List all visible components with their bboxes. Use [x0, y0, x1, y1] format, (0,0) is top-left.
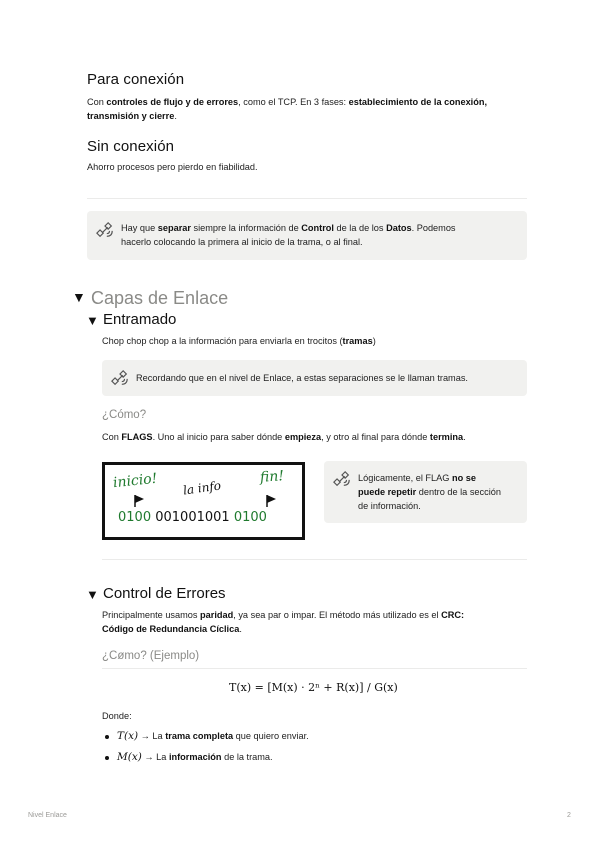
label-fin: fin! [259, 468, 285, 486]
text-span: de información. [358, 501, 421, 511]
list-item [105, 750, 273, 764]
heading-control-errores: Control de Errores [103, 585, 226, 602]
text-span: , y otro al final para dónde [321, 432, 430, 442]
text-span: . [239, 624, 242, 634]
toggle-entramado[interactable]: ▼ [86, 313, 99, 328]
satellite-icon [111, 369, 129, 387]
bold-span: no se [451, 473, 476, 483]
divider [102, 668, 527, 669]
text-span: hacerlo colocando la primera al inicio de la trama, o al final. [121, 237, 363, 247]
bold-span: Datos [386, 223, 412, 233]
bold-span: establecimiento de la conexión, [348, 97, 488, 107]
list-item [105, 729, 309, 743]
divider [102, 559, 527, 560]
text-span: . Podemos [411, 223, 456, 233]
callout-text [121, 221, 521, 249]
bits-line [118, 510, 267, 525]
label-inicio: inicio! [112, 470, 159, 492]
paragraph-control [102, 608, 527, 636]
bold-span: termina [429, 432, 464, 442]
text-span: , como el TCP. En 3 fases: [238, 97, 349, 107]
label-la-info: la info [182, 478, 222, 498]
satellite-icon [333, 470, 351, 488]
heading-entramado: Entramado [103, 311, 177, 328]
page-number: 2 [567, 812, 571, 819]
bold-span: paridad [200, 610, 234, 620]
bold-span: puede repetir [358, 487, 417, 497]
callout-separar [87, 211, 527, 260]
bits-start: 0100 [118, 510, 152, 525]
bold-span: trama completa [165, 731, 234, 741]
math-span: M(x) [117, 751, 142, 763]
bullet-dot [105, 735, 109, 739]
paragraph-entramado [102, 334, 376, 348]
text-span: Hay que [121, 223, 158, 233]
callout-text: Recordando que en el nivel de Enlace, a estas separaciones se le llaman tramas. [136, 373, 468, 383]
paragraph-conexion [87, 95, 527, 123]
text-span: Chop chop chop a la información para enviarla en trocitos ( [102, 336, 343, 346]
frame-flags-image [102, 462, 305, 540]
paragraph-como [102, 430, 466, 444]
text-span: de la trama. [221, 752, 273, 762]
heading-como: ¿Cómo? [102, 409, 147, 421]
divider [87, 198, 527, 199]
toggle-capas[interactable]: ▼ [72, 289, 86, 305]
text-span: → La [141, 752, 169, 762]
heading-ejemplo: ¿Cømo? (Ejemplo) [102, 650, 200, 662]
text-span: de la de los [333, 223, 387, 233]
label-donde: Donde: [102, 711, 132, 721]
bold-span: separar [157, 223, 191, 233]
text-span: que quiero enviar. [233, 731, 309, 741]
bold-span: Control [301, 223, 334, 233]
footer-title: Nivel Enlace [28, 812, 67, 819]
text-span: . Uno al inicio para saber dónde [152, 432, 285, 442]
text-span: . [174, 111, 177, 121]
bits-end: 0100 [233, 510, 267, 525]
heading-capas-de-enlace: Capas de Enlace [91, 288, 229, 308]
bold-span: FLAGS [121, 432, 153, 442]
paragraph-sin-conexion: Ahorro procesos pero pierdo en fiabilidad. [87, 162, 258, 172]
text-span: Lógicamente, el FLAG [358, 473, 452, 483]
bold-span: tramas [342, 336, 373, 346]
text-span: dentro de la sección [416, 487, 501, 497]
bold-span: transmisión y cierre [87, 111, 175, 121]
math-span: T(x) [117, 730, 139, 742]
text-span: Principalmente usamos [102, 610, 201, 620]
text-span: Con [87, 97, 107, 107]
bold-span: controles de flujo y de errores [106, 97, 239, 107]
heading-para-conexion: Para conexión [87, 71, 185, 88]
bullet-dot [105, 756, 109, 760]
bold-span: información [168, 752, 222, 762]
text-span: siempre la información de [190, 223, 302, 233]
bold-span: CRC: [441, 610, 465, 620]
text-span: , ya sea par o impar. El método más utilizado es el [233, 610, 442, 620]
bold-span: Código de Redundancia Cíclica [102, 624, 240, 634]
formula-crc: T(x) = [M(x) · 2ⁿ + R(x)] / G(x) [229, 681, 398, 694]
text-span: . [463, 432, 466, 442]
bold-span: empieza [284, 432, 322, 442]
toggle-control-errores[interactable]: ▼ [86, 587, 99, 602]
text-span: ) [372, 336, 376, 346]
heading-sin-conexion: Sin conexión [87, 138, 175, 155]
text-span: Con [102, 432, 122, 442]
text-span: → La [138, 731, 166, 741]
callout-tramas [102, 360, 527, 396]
bits-mid: 001001001 [155, 510, 230, 525]
callout-text [358, 471, 526, 513]
satellite-icon [96, 221, 114, 239]
callout-flag [324, 461, 527, 523]
